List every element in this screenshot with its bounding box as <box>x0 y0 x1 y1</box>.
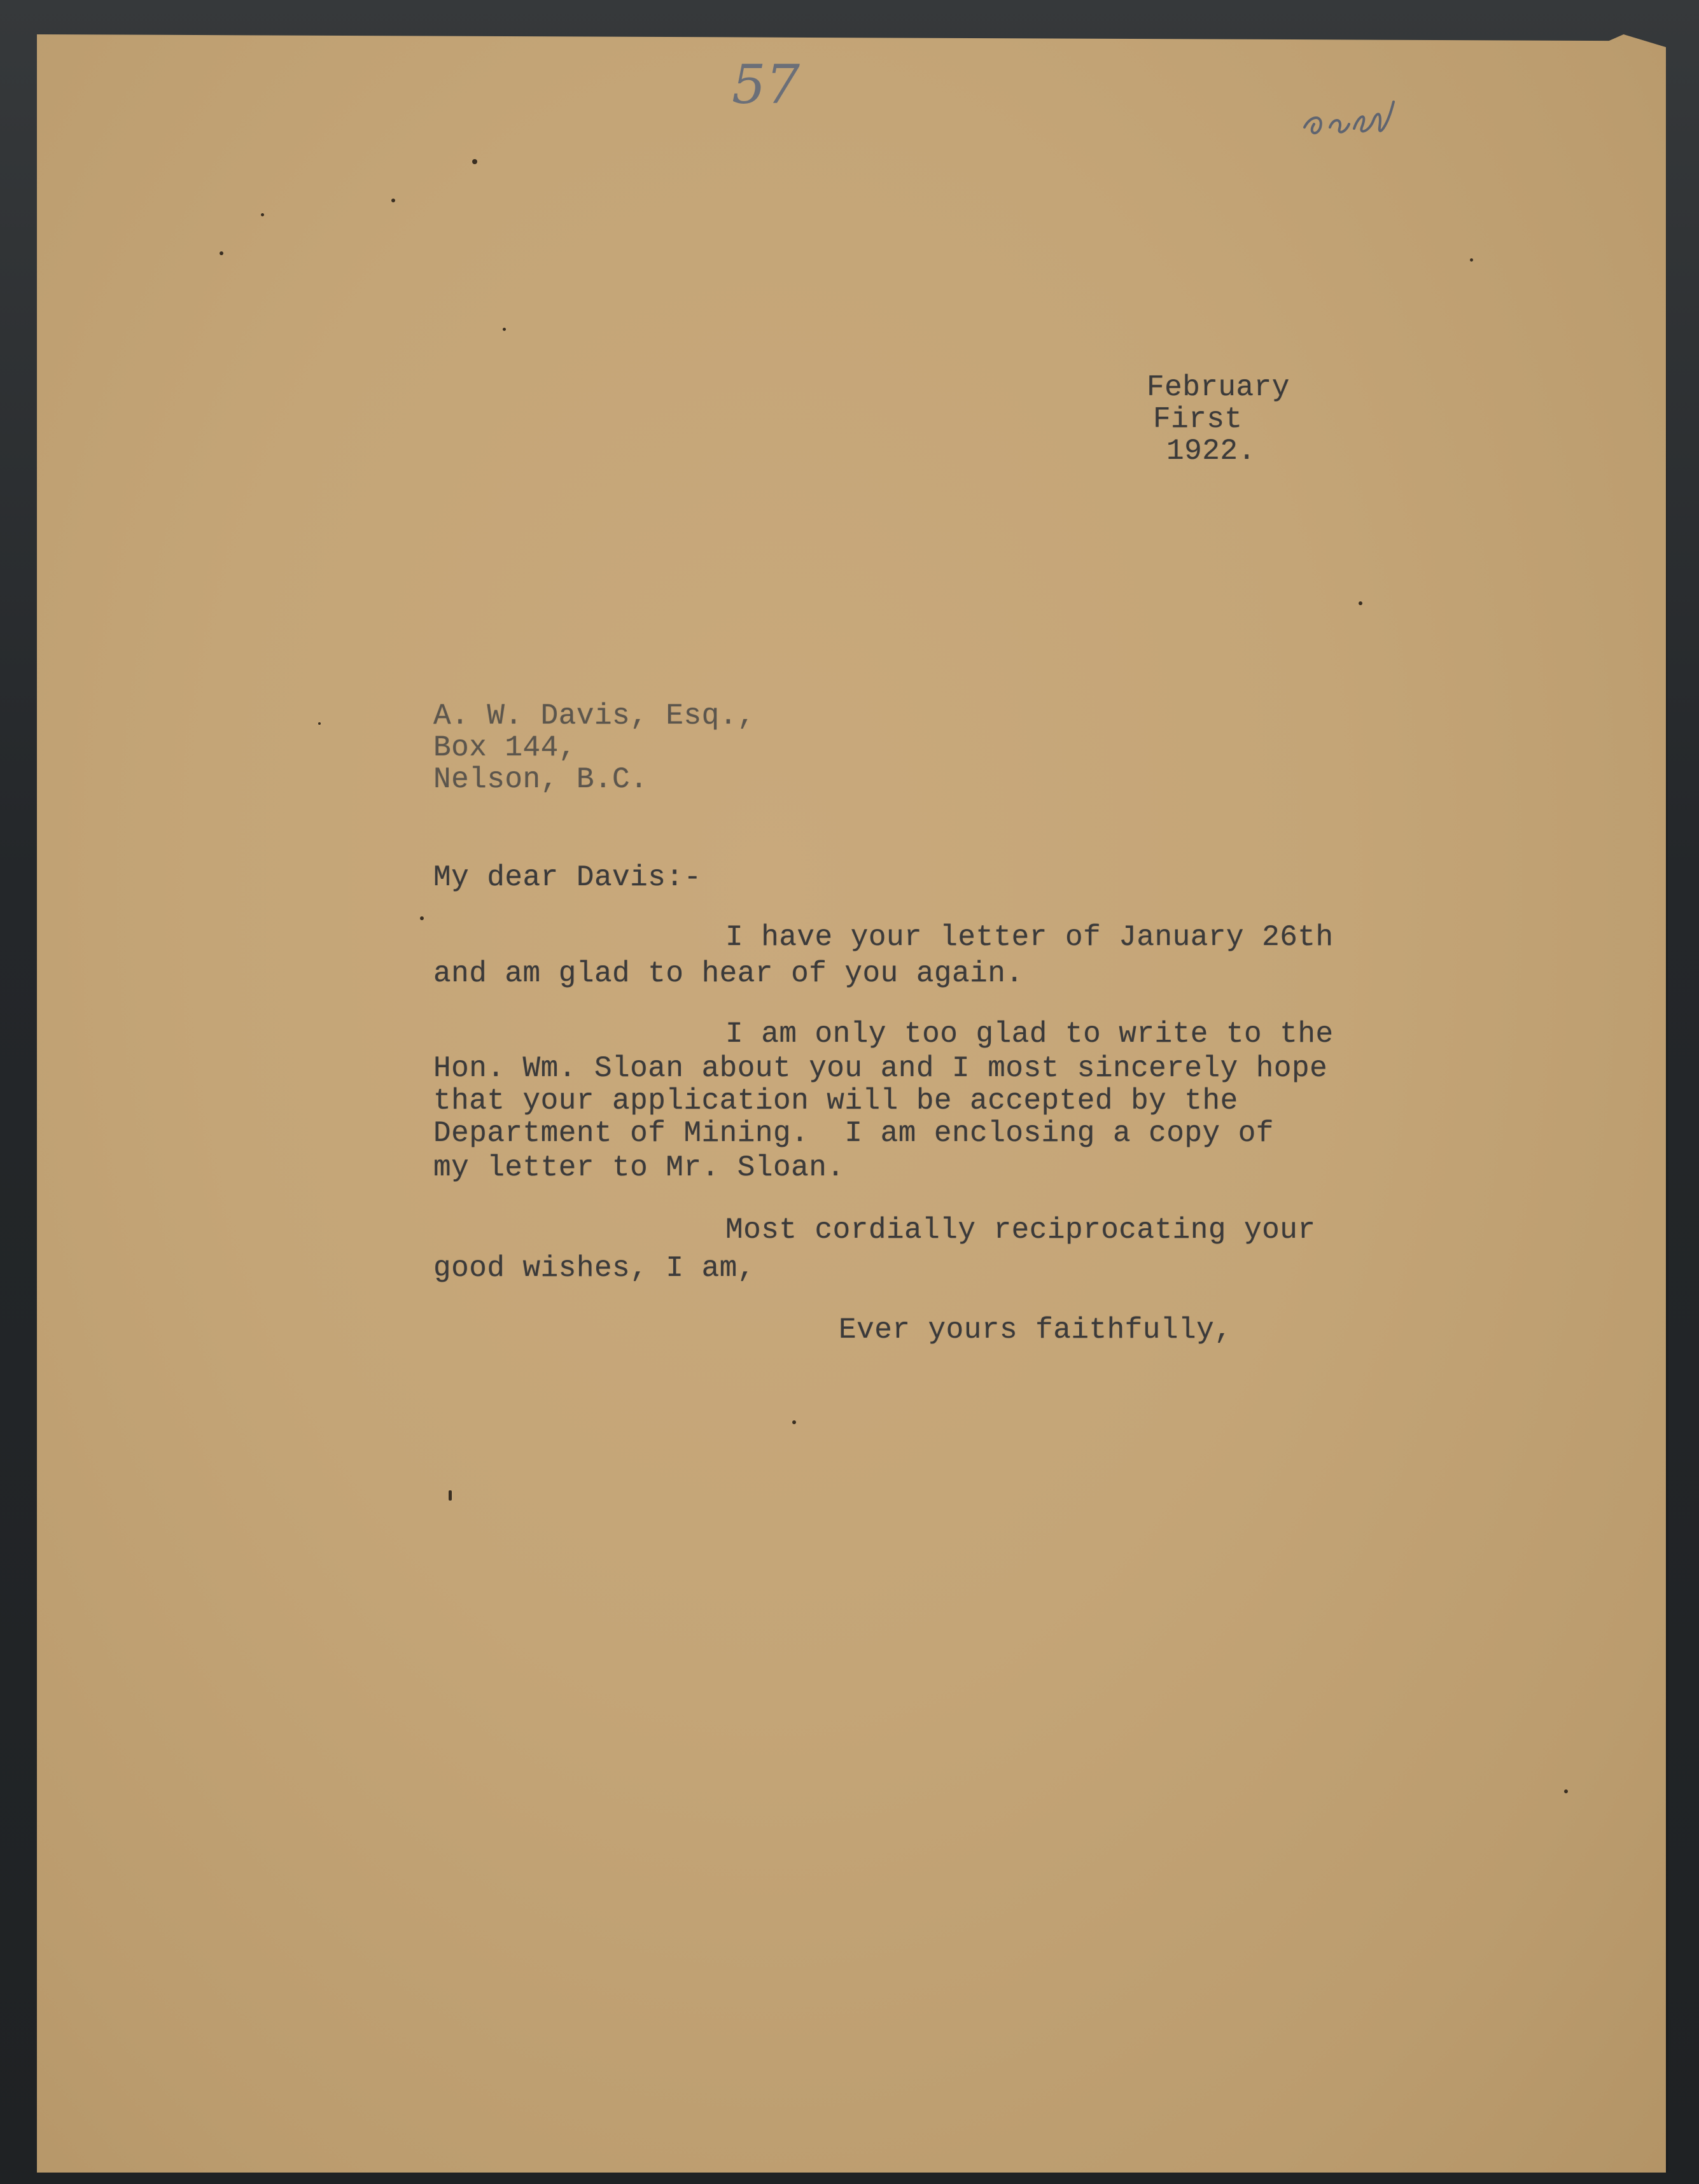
paragraph-2-line-4: Department of Mining. I am enclosing a copy of <box>433 1117 1274 1150</box>
paragraph-1-line-2: and am glad to hear of you again. <box>433 957 1024 990</box>
paragraph-2-line-2: Hon. Wm. Sloan about you and I most sincerely hope <box>433 1052 1328 1085</box>
closing: Ever yours faithfully, <box>839 1313 1233 1347</box>
date-line-month: February <box>1147 371 1290 404</box>
recipient-city: Nelson, B.C. <box>433 763 648 796</box>
corner-handwritten-mark <box>1298 89 1425 146</box>
paper-blemish <box>792 1420 796 1424</box>
page-number-annotation: 57 <box>732 53 800 116</box>
paragraph-2-line-3: that your application will be accepted by the <box>433 1084 1238 1117</box>
paragraph-2-line-5: my letter to Mr. Sloan. <box>433 1151 845 1184</box>
date-line-year: 1922. <box>1166 435 1256 468</box>
paragraph-2-line-1: I am only too glad to write to the <box>725 1018 1334 1051</box>
paper-blemish <box>503 328 506 331</box>
recipient-box: Box 144, <box>433 731 577 764</box>
salutation: My dear Davis:- <box>433 861 702 894</box>
recipient-name: A. W. Davis, Esq., <box>433 699 755 732</box>
paper-blemish <box>391 199 395 202</box>
paper-blemish <box>449 1490 452 1501</box>
paper-blemish <box>1564 1789 1568 1793</box>
paper-blemish <box>220 251 223 255</box>
paper-blemish <box>318 722 321 725</box>
paper-blemish <box>1359 601 1362 605</box>
paragraph-3-line-2: good wishes, I am, <box>433 1252 755 1285</box>
date-line-day: First <box>1153 403 1243 436</box>
paper-blemish <box>472 159 477 164</box>
handwriting-scribble <box>1298 89 1425 146</box>
paper-blemish <box>1470 258 1473 262</box>
paper-blemish <box>420 916 424 920</box>
paragraph-1-line-1: I have your letter of January 26th <box>725 921 1334 954</box>
paper-blemish <box>261 213 264 216</box>
paragraph-3-line-1: Most cordially reciprocating your <box>725 1214 1316 1247</box>
